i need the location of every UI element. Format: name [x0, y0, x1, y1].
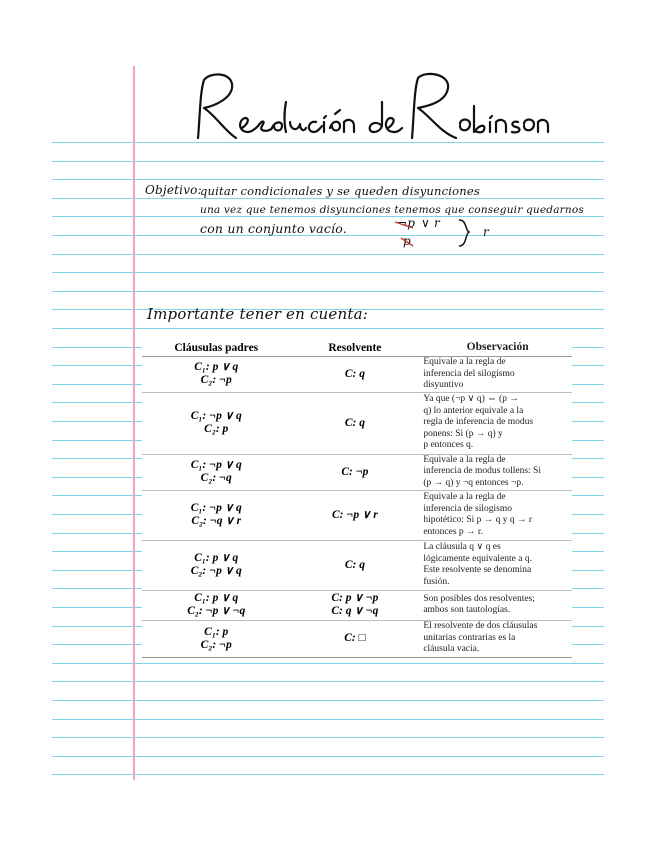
table-row — [142, 454, 572, 490]
observation-line: inferencia de silogismo — [423, 503, 512, 514]
ruled-line — [52, 681, 604, 682]
observation-line: Equivale a la regla de — [423, 454, 506, 465]
table-body — [142, 357, 572, 658]
table-row — [142, 590, 572, 620]
sidenote-marks — [393, 216, 503, 260]
observation-line: Ya que (¬p ∨ q) ⇔ (p → — [423, 394, 519, 405]
ruled-line — [52, 663, 604, 664]
ruled-line — [52, 216, 604, 217]
resolvent-cell — [290, 590, 419, 620]
observation-line: disyuntivo — [423, 380, 464, 390]
parent-clause: C₂: ¬p — [200, 638, 232, 651]
ruled-line — [52, 272, 604, 273]
parent-clauses-cell — [142, 357, 290, 393]
resolvent-clause: C: q — [344, 416, 365, 429]
parent-clause: C₂: p — [204, 423, 229, 435]
ruled-line — [52, 254, 604, 255]
observation-line: ambos son tautologías. — [423, 605, 511, 615]
observation-line: Equivale a la regla de — [423, 357, 506, 367]
observation-line: El resolvente de dos cláusulas — [423, 621, 538, 632]
observation-cell — [419, 454, 572, 490]
observation-line: Este resolvente se denomina — [423, 565, 532, 575]
table-row — [142, 540, 572, 590]
table-header-row — [142, 340, 572, 357]
observation-cell — [419, 392, 572, 454]
resolvent-cell — [290, 392, 419, 454]
parent-clause: C₁: p ∨ q — [194, 552, 239, 564]
observation-line: inferencia de modus tollens: Si — [423, 466, 541, 477]
ruled-line — [52, 328, 604, 329]
important-heading: Importante tener en cuenta: — [147, 305, 368, 323]
parent-clauses-cell — [142, 392, 290, 454]
header-observation: Observación — [419, 340, 572, 357]
observation-line: lógicamente equivalente a q. — [423, 553, 532, 564]
observation-line: hipotético: Si p → q y q → r — [423, 515, 533, 525]
resolvent-clause: C: ¬p — [341, 465, 369, 478]
resolvent-clause: C: q — [344, 558, 365, 571]
margin-line — [133, 66, 135, 780]
parent-clauses-cell — [142, 620, 290, 657]
parent-clauses-cell — [142, 490, 290, 540]
ruled-line — [52, 291, 604, 292]
resolvent-clause: C: ¬p ∨ r — [332, 508, 378, 521]
observation-line: p entonces q. — [423, 440, 474, 451]
resolvent-cell — [290, 454, 419, 490]
ruled-line — [52, 756, 604, 757]
table-row — [142, 357, 572, 393]
parent-clause: C₁: ¬p ∨ q — [190, 502, 242, 514]
parent-clauses-cell — [142, 540, 290, 590]
observation-line: entonces p → r. — [423, 526, 483, 537]
observation-line: cláusula vacía. — [423, 644, 480, 655]
parent-clause: C₁: p — [204, 625, 229, 638]
table-row — [142, 392, 572, 454]
parent-clause: C₁: ¬p ∨ q — [190, 410, 242, 422]
page-title — [190, 72, 550, 152]
parent-clause: C₂: ¬q ∨ r — [191, 515, 242, 527]
parent-clause: C₁: ¬p ∨ q — [190, 459, 242, 471]
resolution-sidenote — [393, 216, 503, 260]
parent-clause: C₂: ¬p — [200, 374, 232, 387]
ruled-line — [52, 737, 604, 738]
observation-line: q) lo anterior equivale a la — [423, 405, 524, 416]
observation-line: (p → q) y ¬q entonces ¬p. — [423, 477, 524, 488]
observation-line: ponens: Si (p → q) y — [423, 428, 503, 439]
observation-line: Equivale a la regla de — [423, 492, 506, 502]
observation-line: fusión. — [423, 576, 450, 587]
observation-line: regla de inferencia de modus — [423, 417, 534, 428]
observation-line: inferencia del silogismo — [423, 368, 515, 379]
objective-line-3: con un conjunto vacío. — [200, 221, 347, 236]
header-parent-clauses: Cláusulas padres — [142, 340, 290, 357]
ruled-line — [52, 774, 604, 775]
ruled-line — [52, 198, 604, 199]
resolvent-cell — [290, 490, 419, 540]
header-resolvent: Resolvente — [290, 340, 419, 357]
table-row — [142, 490, 572, 540]
observation-line: La cláusula q ∨ q es — [423, 542, 501, 552]
resolvent-clause: C: q — [344, 367, 365, 380]
parent-clause: C₂: ¬p ∨ ¬q — [187, 605, 246, 617]
sidenote-crossed-literal: ¬p — [397, 216, 416, 230]
resolvent-cell — [290, 620, 419, 657]
observation-cell — [419, 540, 572, 590]
sidenote-result: r — [483, 225, 489, 239]
observation-cell — [419, 620, 572, 657]
objective-label: Objetivo: — [145, 183, 202, 197]
table-row — [142, 620, 572, 657]
resolvent-clause: C: q ∨ ¬q — [331, 605, 379, 617]
resolution-table — [142, 340, 572, 658]
parent-clause: C₂: ¬q — [200, 472, 232, 484]
observation-line: unitarias contrarias es la — [423, 632, 516, 643]
ruled-line — [52, 700, 604, 701]
ruled-line — [52, 719, 604, 720]
parent-clause: C₂: ¬p ∨ q — [190, 565, 242, 577]
objective-line-1: quitar condicionales y se queden disyunciones — [200, 184, 480, 198]
ruled-line — [52, 161, 604, 162]
ruled-line — [52, 179, 604, 180]
observation-line: Son posibles dos resolventes; — [423, 593, 535, 604]
resolvent-clause: C: p ∨ ¬p — [331, 592, 379, 604]
handwritten-title-drawing — [190, 72, 550, 152]
sidenote-crossed-literal-2: p — [403, 234, 411, 248]
observation-cell — [419, 357, 572, 393]
parent-clause: C₁: p ∨ q — [194, 592, 239, 604]
observation-cell — [419, 590, 572, 620]
parent-clauses-cell — [142, 454, 290, 490]
sidenote-disjunct: ∨ r — [421, 216, 440, 230]
resolvent-cell — [290, 540, 419, 590]
observation-cell — [419, 490, 572, 540]
resolvent-cell — [290, 357, 419, 393]
objective-line-2: una vez que tenemos disyunciones tenemos que conseguir quedarnos — [200, 204, 584, 216]
resolvent-clause: C: □ — [344, 632, 366, 644]
parent-clauses-cell — [142, 590, 290, 620]
parent-clause: C₁: p ∨ q — [194, 361, 239, 374]
